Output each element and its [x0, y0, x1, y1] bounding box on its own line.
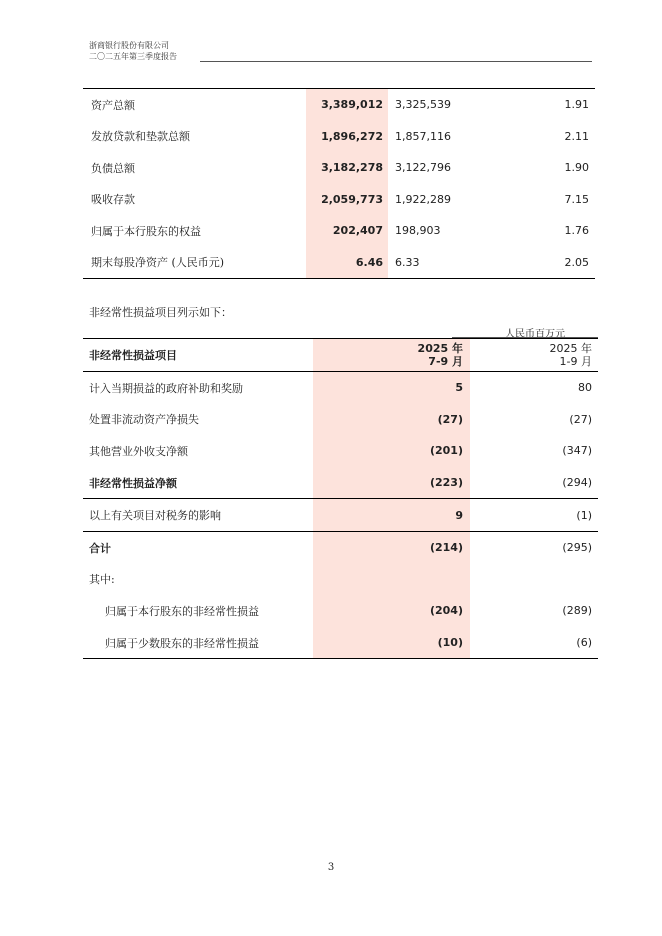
table-row: [83, 564, 598, 596]
row-label: 吸收存款: [91, 193, 135, 207]
header-col-b-period: 1-9 月: [559, 355, 592, 368]
header-rule: [200, 61, 592, 62]
section-intro: 非经常性损益项目列示如下：: [89, 306, 232, 319]
ytd-value: (295): [470, 531, 598, 563]
table-row: [83, 595, 598, 627]
row-label: 其中:: [89, 573, 115, 587]
change-pct: 1.91: [465, 89, 595, 121]
prior-value: 3,325,539: [388, 89, 465, 121]
ytd-value: 80: [578, 381, 592, 395]
q3-value: (10): [313, 627, 470, 659]
q3-value: (223): [313, 467, 470, 499]
table-row: [83, 89, 595, 121]
row-label: 非经常性损益净额: [89, 476, 177, 490]
prior-value: 6.33: [388, 247, 465, 279]
ytd-value: (289): [562, 604, 592, 618]
prior-value: 1,922,289: [395, 192, 451, 206]
current-value: 2,059,773: [306, 184, 388, 216]
table-row: [83, 531, 598, 563]
current-value: 202,407: [306, 215, 388, 247]
table-row: [83, 184, 595, 216]
table-row: [83, 499, 598, 532]
row-label: 归属于少数股东的非经常性损益: [83, 627, 313, 659]
header-label: 非经常性损益项目: [83, 339, 313, 372]
row-label: 其他营业外收支净额: [89, 444, 188, 458]
row-label: 期末每股净资产 (人民币元): [83, 247, 306, 279]
row-label: 资产总额: [83, 89, 306, 121]
row-label: 归属于本行股东的非经常性损益: [105, 604, 259, 618]
company-name: 浙商银行股份有限公司: [89, 41, 169, 50]
header-col-b-year: 2025 年: [549, 342, 592, 355]
table-row: [83, 247, 595, 279]
non-recurring-items-table: [83, 338, 598, 659]
table-header-row: [83, 339, 598, 372]
balance-summary-table: [83, 88, 595, 279]
table-row: [83, 467, 598, 499]
change-pct: 1.76: [564, 224, 589, 238]
table-row: [83, 627, 598, 659]
header-col-a: [313, 339, 470, 372]
row-label: 负债总额: [91, 161, 135, 175]
table-row: [83, 435, 598, 467]
header-col-a-year: 2025 年: [417, 342, 463, 355]
row-label: 发放贷款和垫款总额: [91, 130, 190, 144]
table-row: [83, 404, 598, 436]
table-row: [83, 152, 595, 184]
q3-value: (214): [313, 531, 470, 563]
change-pct: 7.15: [564, 192, 589, 206]
q3-value: [313, 564, 470, 596]
ytd-value: (294): [562, 476, 592, 490]
q3-value: 9: [313, 499, 470, 532]
page-number: 3: [327, 862, 335, 873]
row-label: 合计: [83, 531, 313, 563]
current-value: 1,896,272: [306, 121, 388, 153]
report-title: 二〇二五年第三季度报告: [89, 52, 177, 61]
q3-value: 5: [313, 372, 470, 404]
row-label: 处置非流动资产净损失: [89, 413, 199, 427]
table-row: [83, 215, 595, 247]
q3-value: (204): [313, 595, 470, 627]
prior-value: 1,857,116: [395, 129, 451, 143]
header-col-a-period: 7-9 月: [428, 355, 463, 368]
table-row: [83, 121, 595, 153]
ytd-value: (6): [470, 627, 598, 659]
prior-value: 198,903: [395, 224, 441, 238]
currency-unit: 人民币百万元: [505, 329, 565, 340]
current-value: 6.46: [306, 247, 388, 279]
change-pct: 2.11: [564, 129, 589, 143]
row-label: 以上有关项目对税务的影响: [83, 499, 313, 532]
q3-value: (27): [313, 404, 470, 436]
q3-value: (201): [313, 435, 470, 467]
ytd-value: (1): [470, 499, 598, 532]
ytd-value: (347): [562, 444, 592, 458]
header-col-b: [470, 339, 598, 372]
prior-value: 3,122,796: [395, 161, 451, 175]
current-value: 3,182,278: [306, 152, 388, 184]
current-value: 3,389,012: [306, 89, 388, 121]
ytd-value: (27): [569, 412, 592, 426]
change-pct: 1.90: [564, 161, 589, 175]
row-label: 归属于本行股东的权益: [91, 224, 201, 238]
change-pct: 2.05: [465, 247, 595, 279]
row-label: 计入当期损益的政府补助和奖励: [89, 381, 243, 395]
ytd-value: [470, 564, 598, 596]
table-row: [83, 372, 598, 404]
page-header: [89, 40, 177, 62]
